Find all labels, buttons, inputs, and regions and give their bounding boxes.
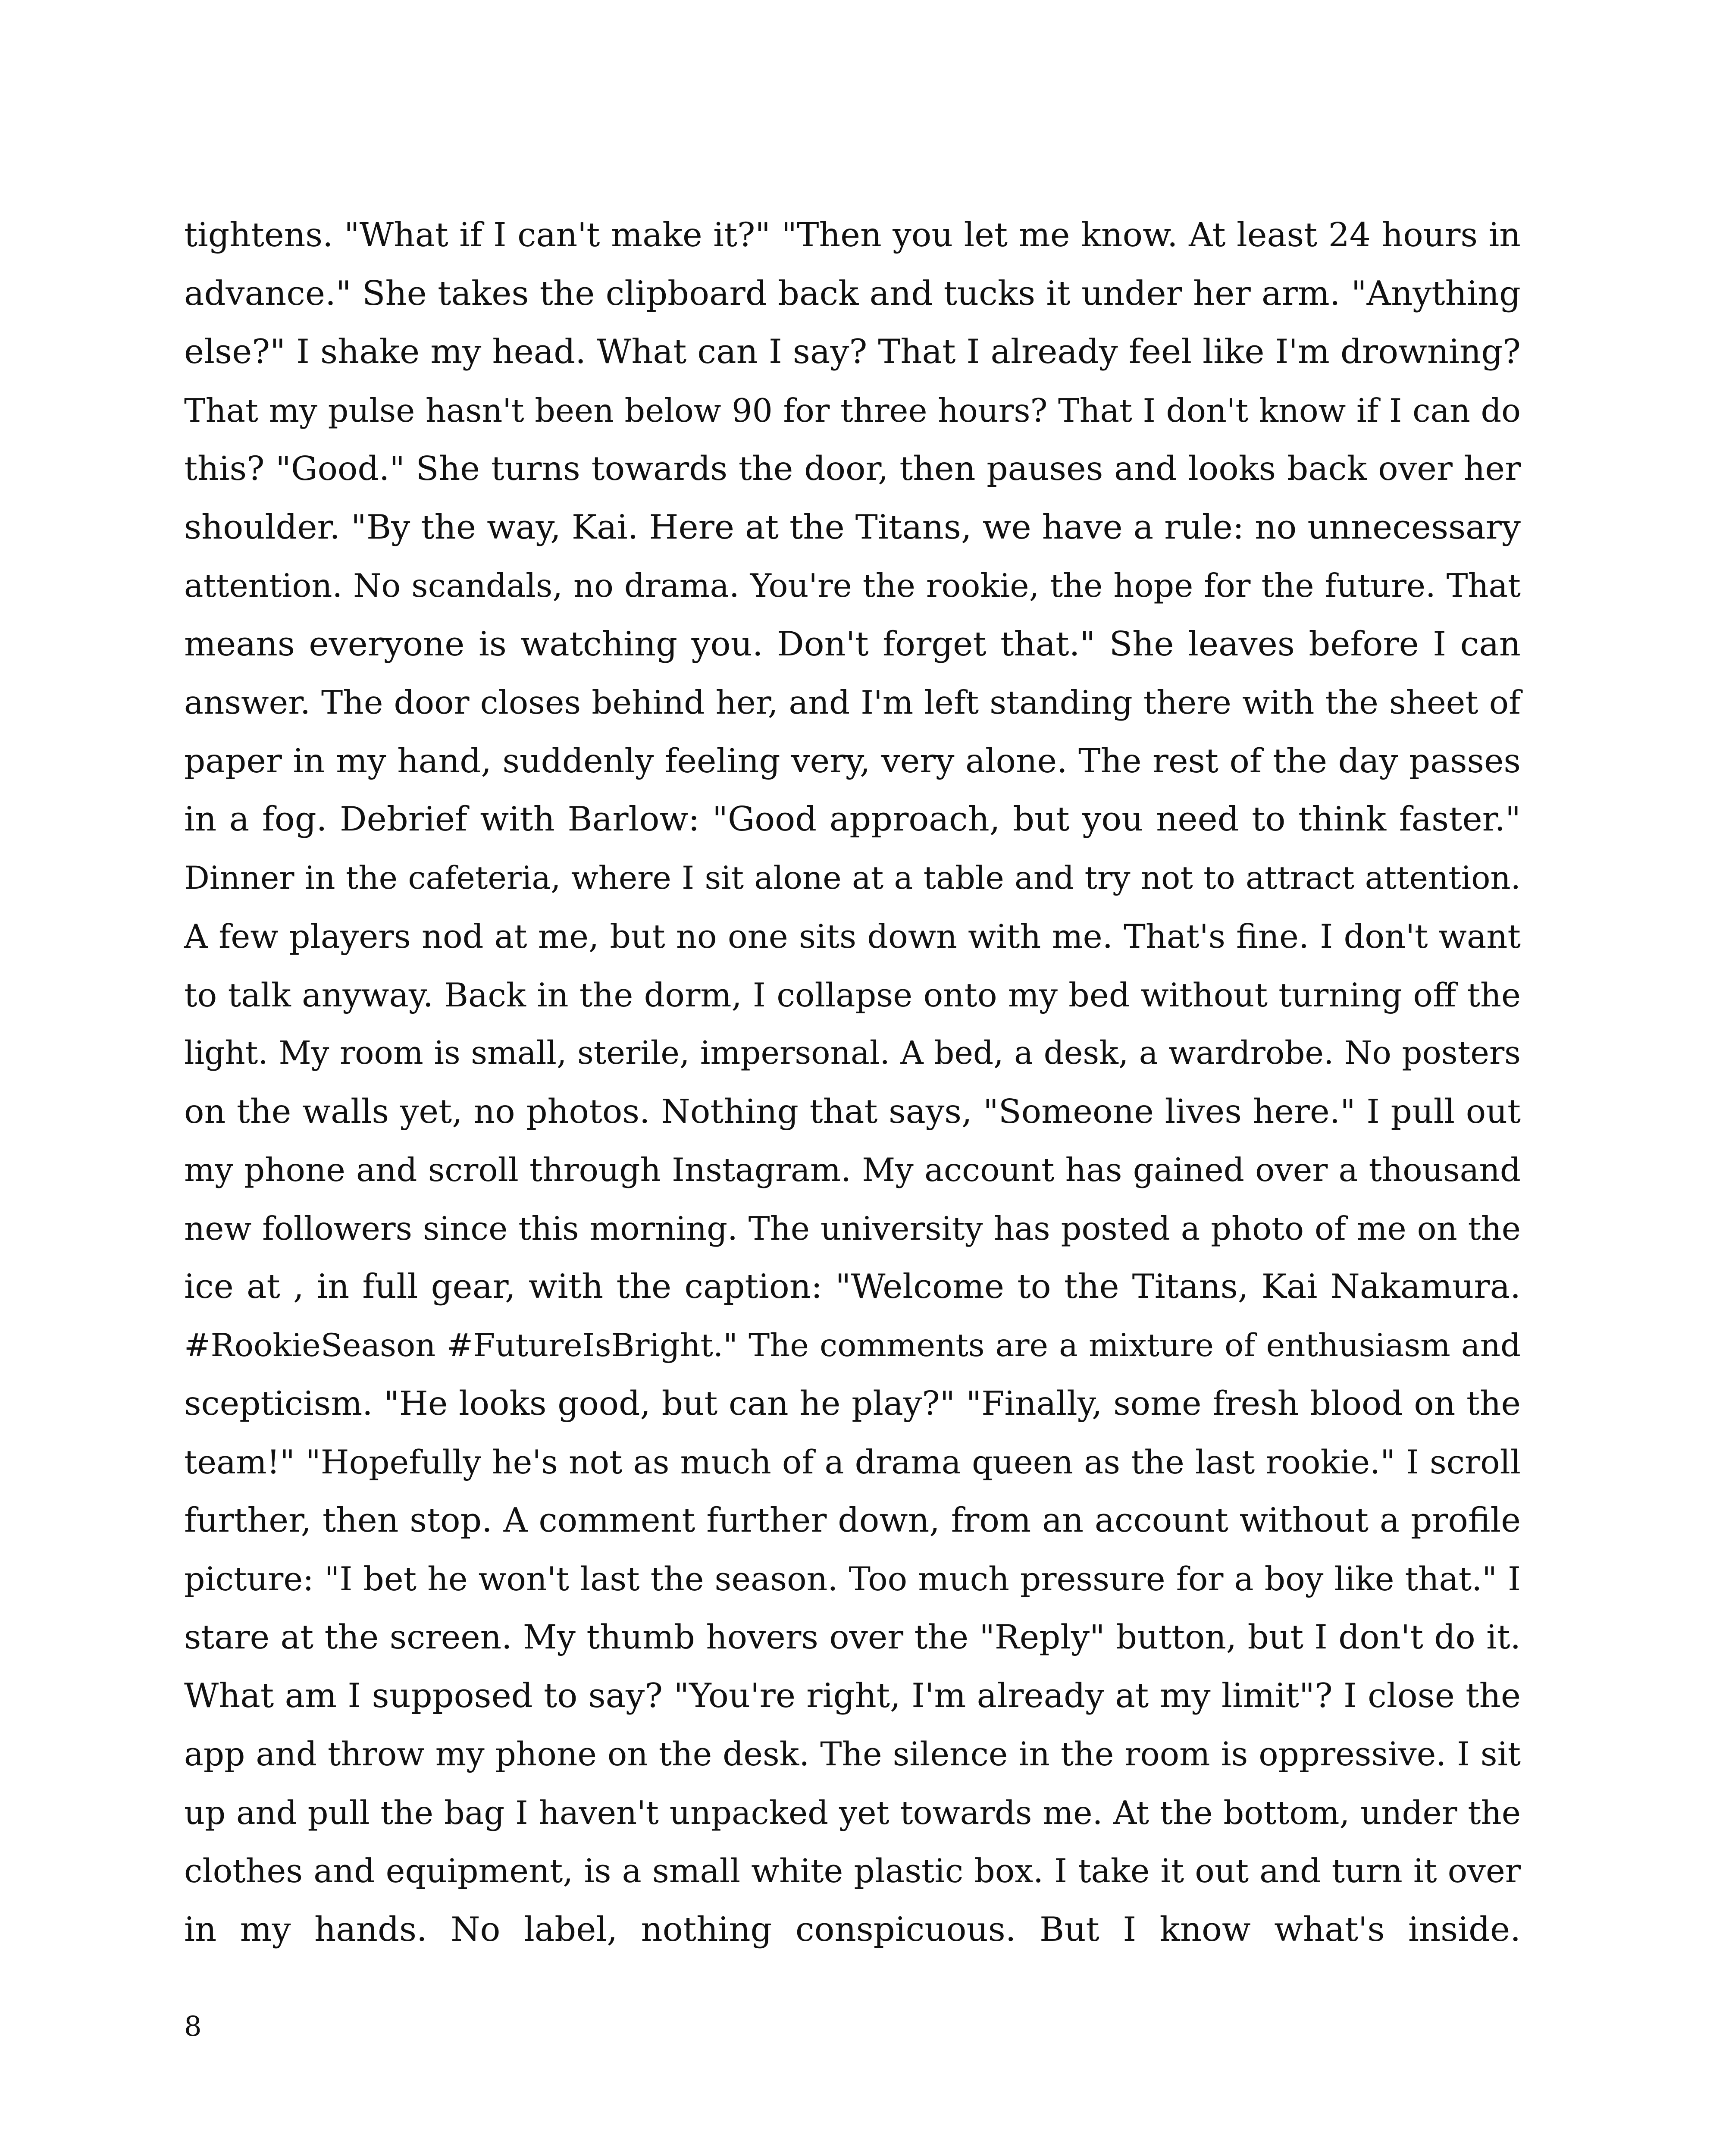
text-line: stare at the screen. My thumb hovers over the "Reply" button, but I don't do it. (184, 1618, 1521, 1657)
text-line: in my hands. No label, nothing conspicuous. But I know what's inside. (184, 1910, 1521, 1949)
text-line: up and pull the bag I haven't unpacked yet towards me. At the bottom, under the (184, 1794, 1521, 1832)
text-line: paper in my hand, suddenly feeling very, very alone. The rest of the day passes (184, 742, 1521, 780)
text-line: answer. The door closes behind her, and I'm left standing there with the sheet of (184, 683, 1521, 721)
text-line: team!" "Hopefully he's not as much of a drama queen as the last rookie." I scroll (184, 1443, 1521, 1481)
text-line: A few players nod at me, but no one sits down with me. That's fine. I don't want (184, 917, 1521, 956)
text-line: #RookieSeason #FutureIsBright." The comments are a mixture of enthusiasm and (184, 1327, 1521, 1364)
text-line: this? "Good." She turns towards the door, then pauses and looks back over her (184, 449, 1521, 488)
text-line: tightens. "What if I can't make it?" "Then you let me know. At least 24 hours in (184, 216, 1521, 254)
text-line: light. My room is small, sterile, impersonal. A bed, a desk, a wardrobe. No posters (184, 1035, 1521, 1072)
text-line: shoulder. "By the way, Kai. Here at the Titans, we have a rule: no unnecessary (184, 508, 1521, 547)
text-line: else?" I shake my head. What can I say? That I already feel like I'm drowning? (184, 332, 1521, 371)
text-line: clothes and equipment, is a small white plastic box. I take it out and turn it over (184, 1852, 1521, 1890)
body-text (184, 206, 1521, 1959)
text-line: on the walls yet, no photos. Nothing that says, "Someone lives here." I pull out (184, 1092, 1521, 1131)
page-number: 8 (184, 2011, 202, 2043)
text-line: to talk anyway. Back in the dorm, I collapse onto my bed without turning off the (184, 975, 1521, 1014)
text-line: new followers since this morning. The university has posted a photo of me on the (184, 1210, 1521, 1247)
text-line: picture: "I bet he won't last the season. Too much pressure for a boy like that." I (184, 1560, 1521, 1598)
text-line: my phone and scroll through Instagram. My account has gained over a thousand (184, 1151, 1521, 1189)
text-line: in a fog. Debrief with Barlow: "Good approach, but you need to think faster." (184, 800, 1521, 839)
text-line: That my pulse hasn't been below 90 for three hours? That I don't know if I can do (184, 392, 1521, 429)
text-line: attention. No scandals, no drama. You're the rookie, the hope for the future. That (184, 567, 1521, 605)
text-line: Dinner in the cafeteria, where I sit alone at a table and try not to attract attention. (184, 859, 1521, 896)
text-line: advance." She takes the clipboard back and tucks it under her arm. "Anything (184, 274, 1521, 313)
text-line: further, then stop. A comment further down, from an account without a profile (184, 1501, 1521, 1540)
text-line: means everyone is watching you. Don't forget that." She leaves before I can (184, 624, 1521, 664)
text-line: scepticism. "He looks good, but can he play?" "Finally, some fresh blood on the (184, 1385, 1521, 1423)
text-line: ice at , in full gear, with the caption: "Welcome to the Titans, Kai Nakamura. (184, 1267, 1521, 1306)
text-line: What am I supposed to say? "You're right, I'm already at my limit"? I close the (184, 1676, 1521, 1715)
text-line: app and throw my phone on the desk. The silence in the room is oppressive. I sit (184, 1735, 1521, 1773)
